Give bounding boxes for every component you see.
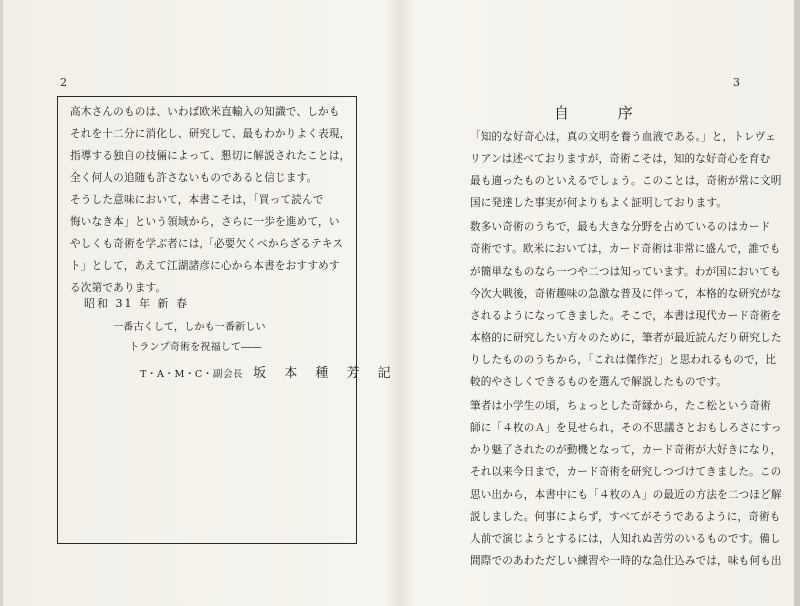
preface-line: が簡単なものなら一つや二つは知っています。わが国においても (470, 265, 781, 278)
preface-line: 説しました。何事によらず，すべてがそうであるように，奇術も (470, 510, 781, 523)
preface-line: 数多い奇術のうちで，最も大きな分野を占めているのはカード (470, 221, 771, 234)
foreword-line: ト」として，あえて江湖諸彦に心から本書をおすすめす (70, 260, 340, 272)
preface-line: 本格的に研究したい方々のために，筆者が最近読んだり研究した (470, 331, 782, 344)
preface-line: されるようになってきました。そこで，本書は現代カード奇術を (470, 309, 782, 322)
foreword-box (57, 96, 398, 544)
preface-line: 人前で演じようとするには，人知れぬ苦労のいるものです。備し (470, 532, 781, 545)
foreword-paragraph (70, 101, 352, 189)
preface-body (470, 126, 782, 572)
preface-line: 思い出から，本書中にも「４枚のＡ」の最近の方法を二つほど解 (470, 488, 782, 501)
left-page-number: 2 (60, 76, 67, 89)
foreword-line: やしくも奇術を学ぶ者には,「必要欠くべからざるテキス (70, 238, 344, 250)
left-page-edge (0, 0, 3, 606)
foreword-line: る次第であります。 (70, 282, 167, 294)
foreword-line: それを十二分に消化し、研究して、最もわかりよく表現， (70, 128, 351, 140)
preface-line: 筆者は小学生の頃，ちょっとした奇縁から，たこ松という奇術 (470, 400, 771, 413)
preface-line: 較的やさしくできるものを選んで解説したものです。 (470, 376, 727, 389)
preface-line: 間際でのあわただしい練習や一時的な急仕込みでは，味も何も出 (470, 554, 782, 567)
foreword-line: 悔いなき本」という領域から，さらに一歩を進めて，い (70, 216, 340, 228)
signature-name: 坂 本 種 芳 記 (253, 366, 398, 381)
preface-line: 「知的な好奇心は，真の文明を養う血液である。」と，トレヴェ (470, 131, 776, 143)
preface-line: 国に発達した事実が何よりもよく証明しております。 (470, 197, 727, 210)
preface-line: それ以来今日まで，カード奇術を研究しつづけてきました。この (470, 466, 782, 479)
preface-line: かり魅了されたのが動機となって，カード奇術が大好きになり， (470, 444, 782, 457)
preface-line: りしたもののうちから，「これは傑作だ」と思われるもので，比 (470, 353, 777, 366)
foreword-line: 全く何人の追随も許さないものであると信じます。 (70, 172, 318, 184)
foreword-motto-line: 一番古くして，しかも一番新しい (113, 322, 266, 333)
foreword-line: そうした意味において，本書こそは，「買って読んで (70, 194, 324, 206)
right-page-edge (794, 0, 800, 606)
preface-line: 今次大戦後，奇術趣味の急激な普及に伴って，本格的な研究がな (470, 287, 782, 300)
foreword-motto-line: トランプ奇術を祝福して―― (129, 342, 262, 353)
foreword-line: 指導する独自の技倆によって、懇切に解説されたことは， (70, 150, 351, 162)
foreword-paragraph (70, 189, 352, 299)
right-page-number: 3 (733, 76, 740, 89)
foreword-line: 高木さんのものは、いわば欧米直輸入の知識で、しかも (70, 106, 340, 118)
preface-line: 最も適ったものといえるでしょう。このことは，奇術が常に文明 (470, 175, 782, 188)
preface-line: 師に「４枚のＡ」を見せられ，その不思議さとおもしろさにすっ (470, 422, 782, 435)
preface-line: 奇術です。欧米においては，カード奇術は非常に盛んで，誰でも (470, 243, 781, 256)
preface-title: 自 序 (554, 104, 655, 122)
signature-organization: T・A・M・C・副会長 (140, 369, 244, 380)
foreword-date: 昭和 31 年 新 春 (84, 297, 189, 310)
preface-line: リアンは述べておりますが，奇術こそは，知的な好奇心を育む (470, 153, 771, 166)
foreword-signature (140, 362, 398, 381)
